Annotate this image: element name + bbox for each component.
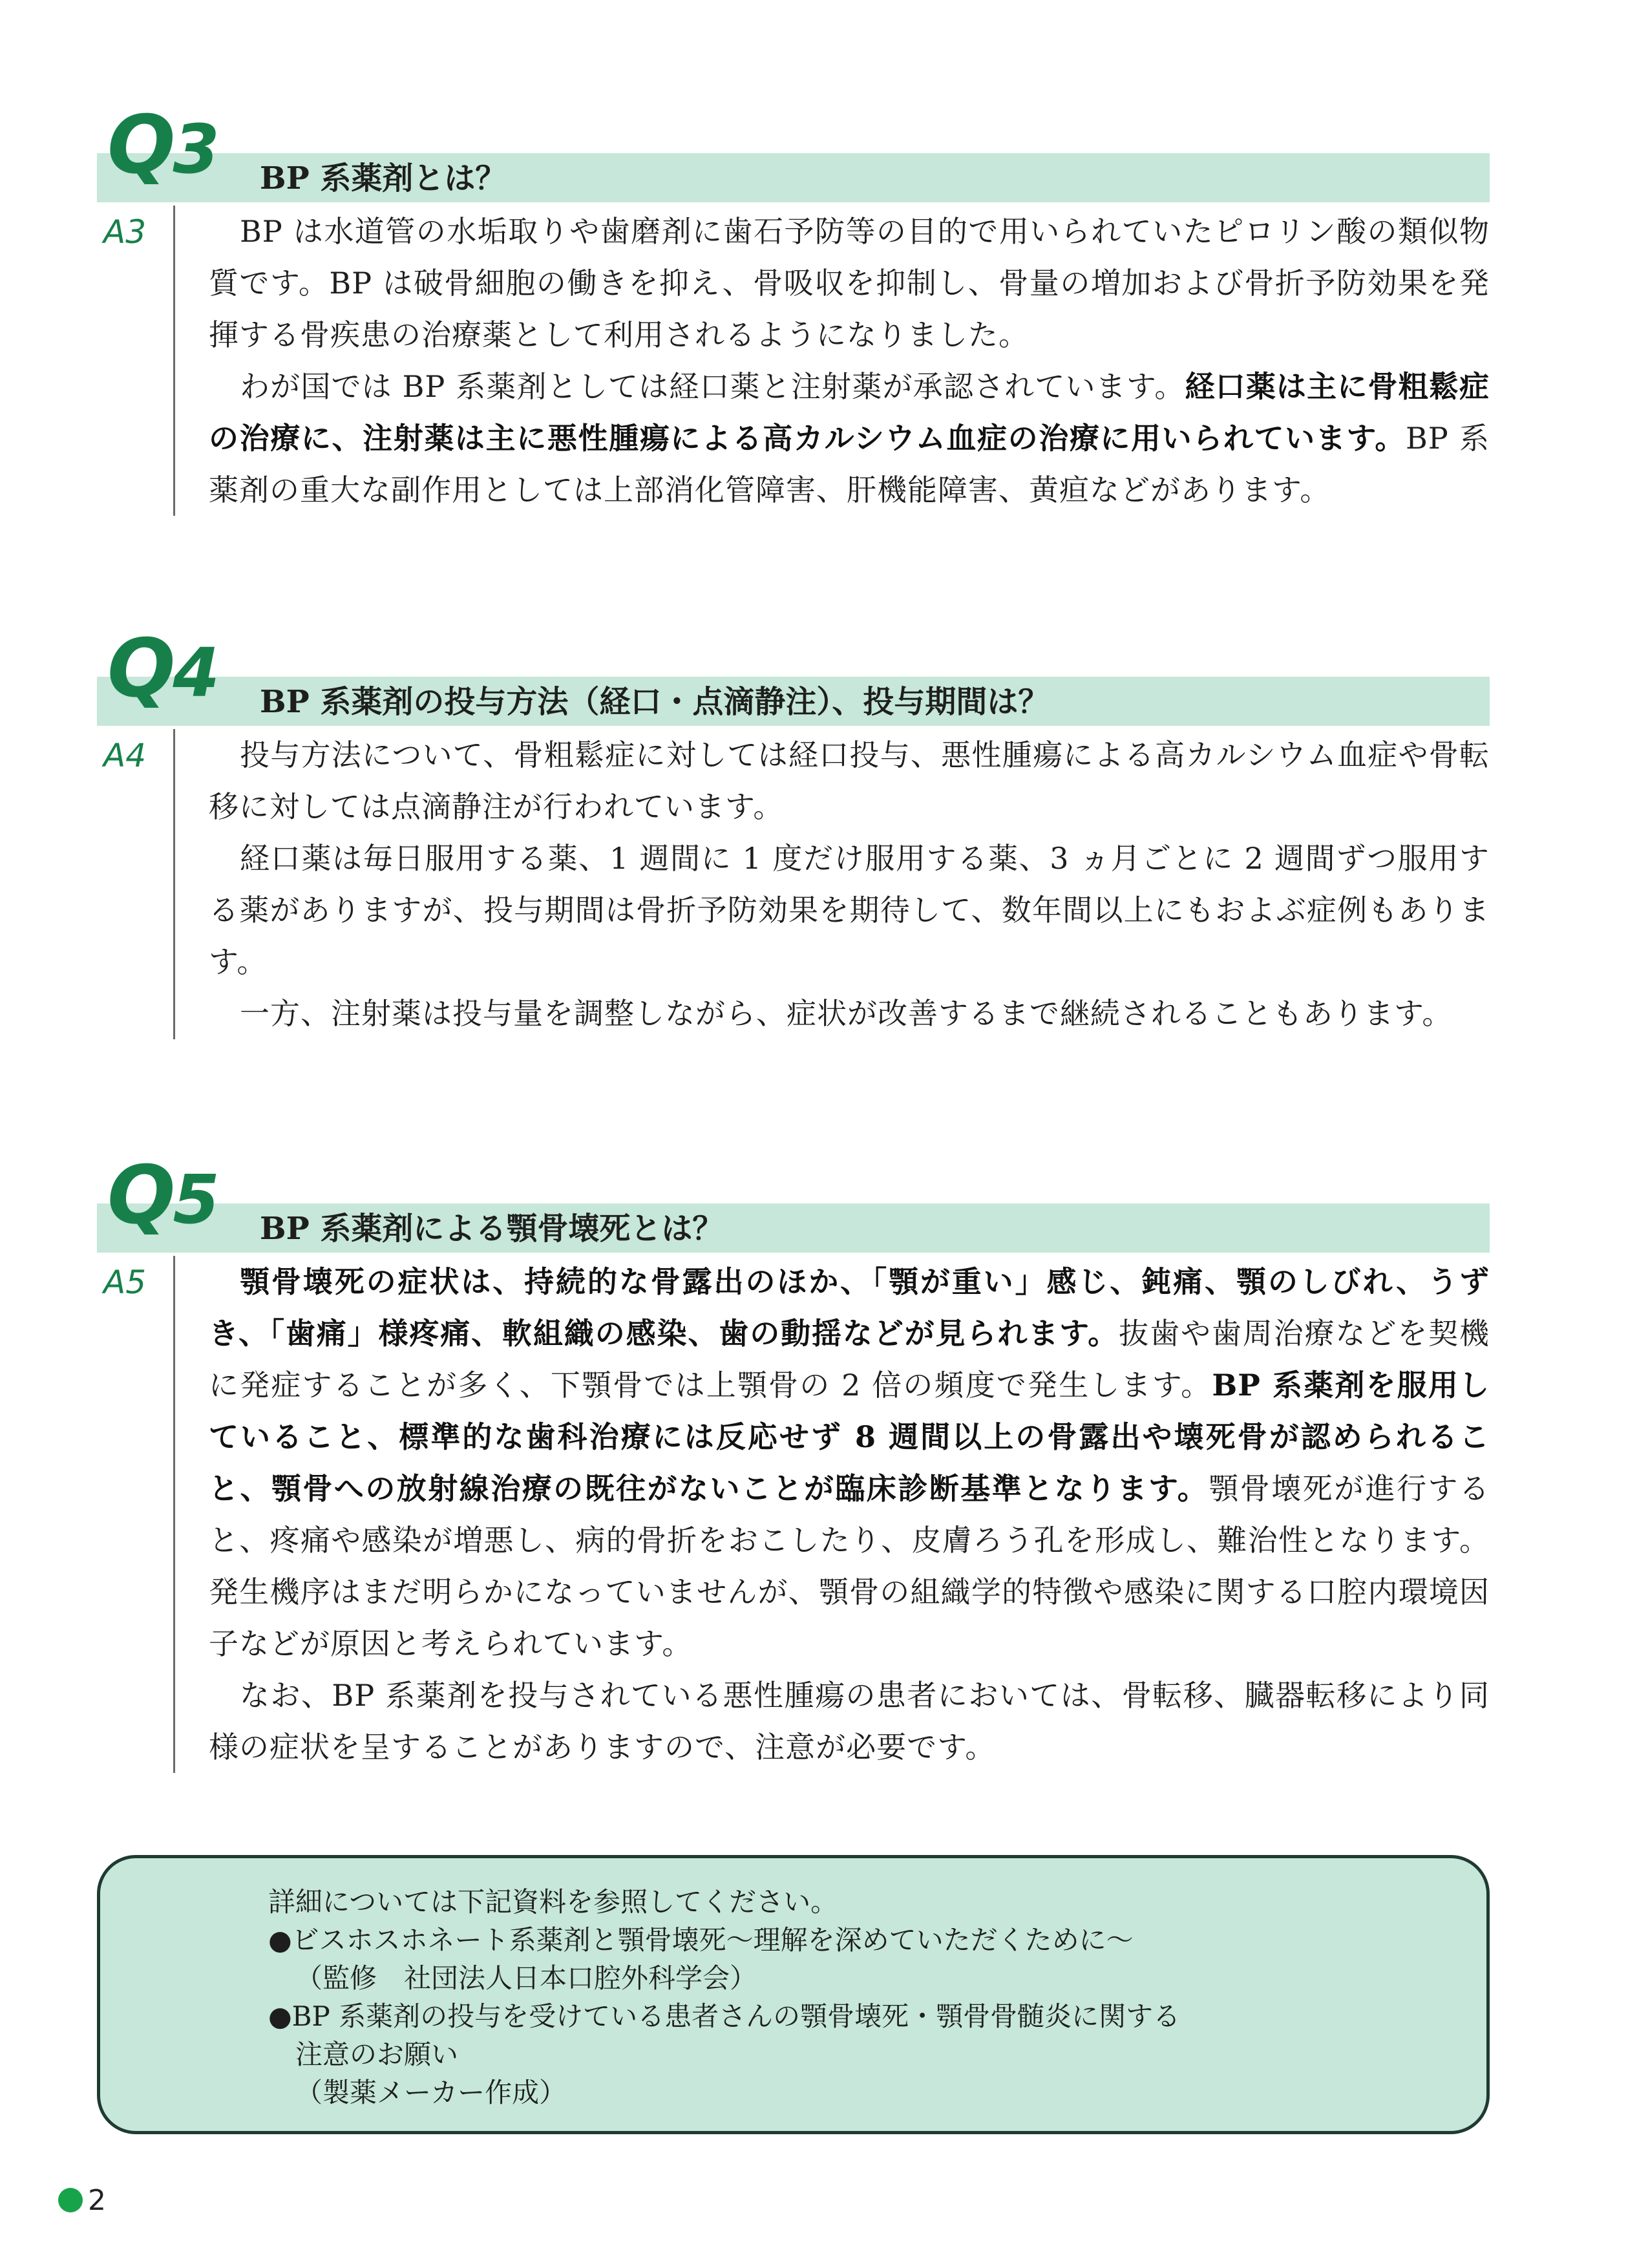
question-title: BP 系薬剤による顎骨壊死とは？ <box>260 1211 724 1247</box>
question-title: BP 系薬剤とは？ <box>260 160 507 196</box>
question-number: Q5 <box>107 1149 217 1242</box>
answer-body <box>173 729 1490 1039</box>
answer-paragraph: 顎骨壊死の症状は、持続的な骨露出のほか、「顎が重い」感じ、鈍痛、顎のしびれ、うずき、「歯痛」様疼痛、軟組織の感染、歯の動揺などが見られます。抜歯や歯周治療などを契機に発症することが多く、下顎骨では上顎骨の 2 倍の頻度で発生します。BP 系薬剤を服用していること、標準的な歯科治療には反応せず 8 週間以上の骨露出や壊死骨が認められること、顎骨への放射線治療の既往がないことが臨床診断基準となります。顎骨壊死が進行すると、疼痛や感染が増悪し、病的骨折をおこしたり、皮膚ろう孔を形成し、難治性となります。発生機序はまだ明らかになっていませんが、顎骨の組織学的特徴や感染に関する口腔内環境因子などが原因と考えられています。 <box>209 1264 1490 1661</box>
bullet-icon: ● <box>268 1924 292 1956</box>
reference-box <box>97 1855 1490 2134</box>
answer-block <box>97 206 1490 516</box>
reference-item <box>268 1997 1486 2035</box>
page-footer <box>58 2185 106 2217</box>
answer-paragraph: BP は水道管の水垢取りや歯磨剤に歯石予防等の目的で用いられていたピロリン酸の類似物質です。BP は破骨細胞の働きを抑え、骨吸収を抑制し、骨量の増加および骨折予防効果を発揮する骨疾患の治療薬として利用されるようになりました。 <box>209 214 1490 352</box>
answer-block <box>97 729 1490 1039</box>
qa-section-4 <box>97 620 1490 1039</box>
answer-paragraph: 一方、注射薬は投与量を調整しながら、症状が改善するまで継続されることもあります。 <box>240 996 1453 1031</box>
reference-intro: 詳細については下記資料を参照してください。 <box>268 1886 838 1918</box>
answer-body <box>173 1256 1490 1773</box>
qa-section-3 <box>97 97 1490 516</box>
qa-section-5 <box>97 1147 1490 1773</box>
reference-item-title-cont: 注意のお願い <box>295 2039 459 2070</box>
answer-paragraph: なお、BP 系薬剤を投与されている悪性腫瘍の患者においては、骨転移、臓器転移により同様の症状を呈することがありますので、注意が必要です。 <box>209 1678 1490 1765</box>
question-number: Q3 <box>107 99 217 192</box>
answer-label: A3 <box>103 213 147 251</box>
answer-paragraph: 投与方法について、骨粗鬆症に対しては経口投与、悪性腫瘍による高カルシウム血症や骨転移に対しては点滴静注が行われています。 <box>209 737 1490 824</box>
question-header <box>97 1147 1490 1247</box>
answer-block <box>97 1256 1490 1773</box>
question-header <box>97 620 1490 720</box>
reference-item-title: ビスホスホネート系薬剤と顎骨壊死～理解を深めていただくために～ <box>291 1924 1134 1956</box>
answer-body <box>173 206 1490 516</box>
reference-item <box>268 1921 1486 1959</box>
answer-label: A4 <box>103 737 147 774</box>
answer-label: A5 <box>103 1264 147 1301</box>
answer-paragraph: 経口薬は毎日服用する薬、1 週間に 1 度だけ服用する薬、3 ヵ月ごとに 2 週間ずつ服用する薬がありますが、投与期間は骨折予防効果を期待して、数年間以上にもおよぶ症例もあります。 <box>209 841 1490 979</box>
page-dot-icon <box>58 2188 83 2212</box>
question-number: Q4 <box>107 622 217 715</box>
page-number: 2 <box>88 2184 106 2217</box>
question-header <box>97 97 1490 194</box>
reference-item-note: （監修 社団法人日本口腔外科学会） <box>295 1962 757 1994</box>
answer-paragraph: わが国では BP 系薬剤としては経口薬と注射薬が承認されています。経口薬は主に骨粗鬆症の治療に、注射薬は主に悪性腫瘍による高カルシウム血症の治療に用いられています。BP 系薬剤の重大な副作用としては上部消化管障害、肝機能障害、黄疸などがあります。 <box>209 369 1490 507</box>
reference-item-note: （製薬メーカー作成） <box>295 2077 567 2108</box>
reference-item-title: BP 系薬剤の投与を受けている患者さんの顎骨壊死・顎骨骨髄炎に関する <box>291 2000 1181 2032</box>
question-title: BP 系薬剤の投与方法（経口・点滴静注）、投与期間は？ <box>260 684 1050 720</box>
bullet-icon: ● <box>268 2000 292 2032</box>
